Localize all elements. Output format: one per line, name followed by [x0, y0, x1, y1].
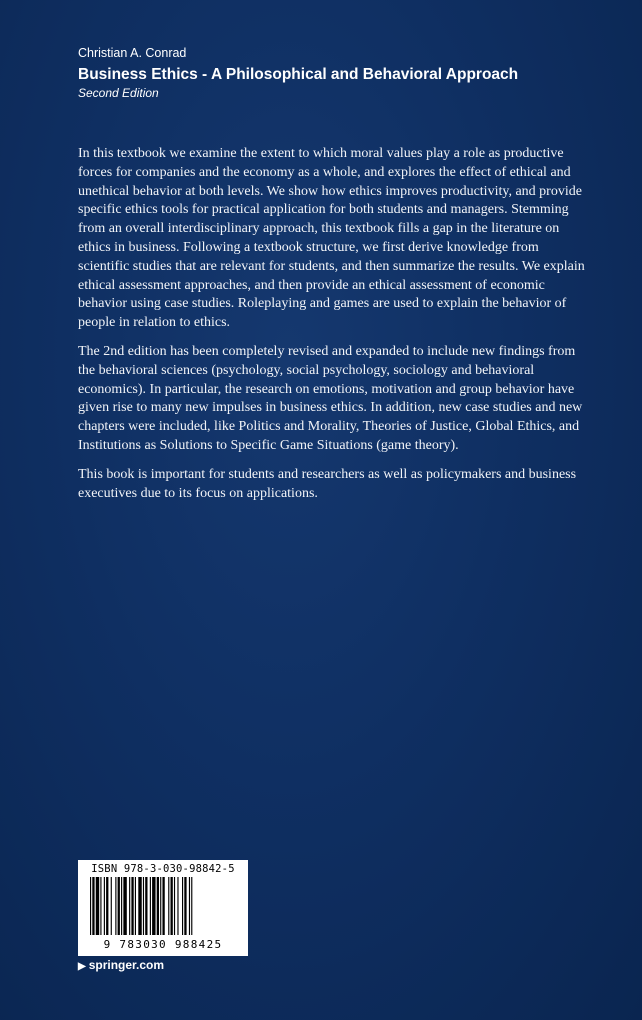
arrow-right-icon: ▶: [78, 961, 86, 972]
blurb-paragraph-3: This book is important for students and researchers as well as policymakers and business executives due to its focus on applications.: [78, 466, 577, 501]
blurb-paragraph-2: The 2nd edition has been completely revised and expanded to include new findings from the behavioral sciences (psychology, social psychology, sociology and behavioral economics). In particular, the research on emotions, motivation and group behavior have given rise to many new impulses in business ethics. In addition, new case studies and new chapters were included, like Politics and Morality, Theories of Justice, Global Ethics, and Institutions as Solutions to Specific Game Situations (game theory).: [78, 343, 583, 453]
barcode-box: [78, 860, 248, 956]
author-name: Christian A. Conrad: [78, 46, 187, 60]
publisher-link[interactable]: [78, 958, 164, 972]
blurb-paragraph-1: In this textbook we examine the extent to which moral values play a role as productive forces for companies and the economy as a whole, and explores the effect of ethical and unethical behavior at both levels. We show how ethics improves productivity, and provide specific ethics tools for practical application for both students and managers. Stemming from an overall interdisciplinary approach, this textbook fills a gap in the literature on ethics in business. Following a textbook structure, we first derive knowledge from scientific studies that are relevant for students, and then summarize the results. We explain ethical assessment approaches, and then provide an ethical assessment of economic behavior using case studies. Roleplaying and games are used to explain the behavior of people in relation to ethics.: [78, 146, 585, 331]
isbn-label: ISBN 978-3-030-98842-5: [91, 863, 235, 875]
barcode-icon: [90, 877, 240, 935]
edition-label: Second Edition: [78, 86, 159, 100]
book-title: Business Ethics - A Philosophical and Behavioral Approach: [78, 66, 519, 83]
cover-header: [78, 45, 618, 101]
barcode-digits: 9 783030 988425: [103, 938, 223, 951]
publisher-url: springer.com: [88, 958, 165, 972]
blurb: [78, 145, 590, 513]
